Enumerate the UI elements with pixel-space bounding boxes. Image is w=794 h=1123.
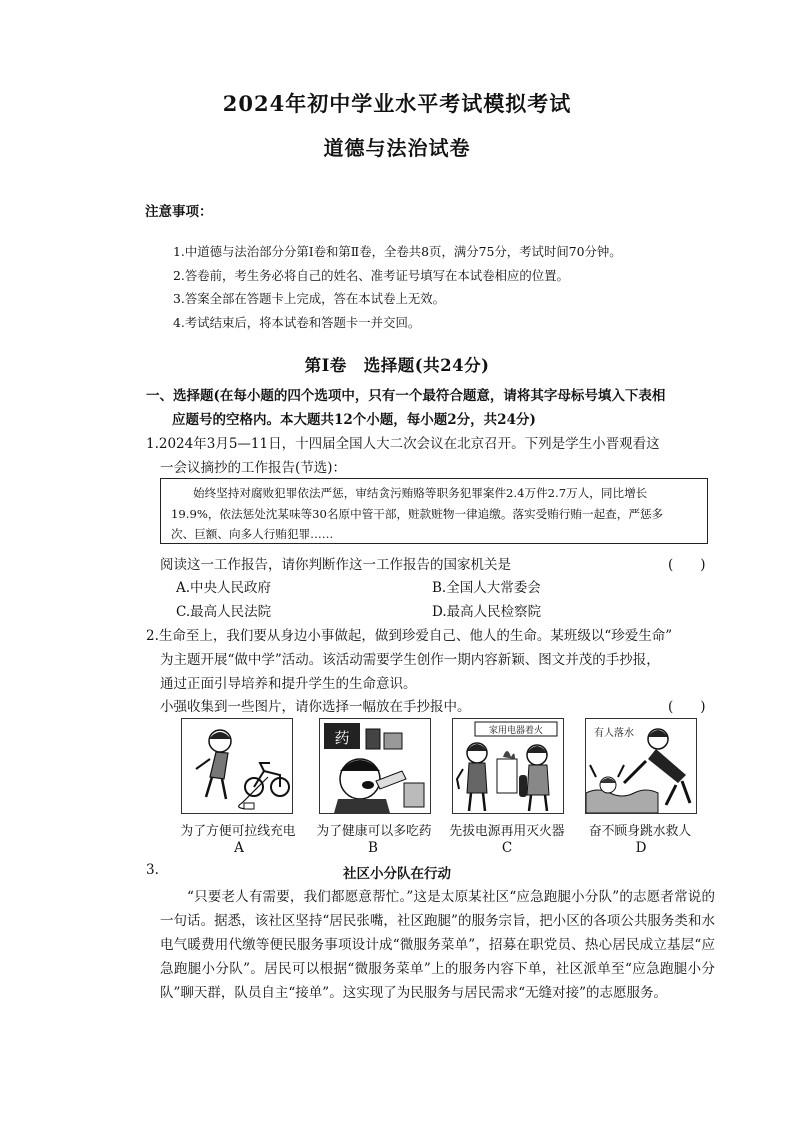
notice-heading: 注意事项：	[145, 204, 213, 220]
picture-c[interactable]	[452, 718, 564, 814]
q1-answer-paren: ( )	[668, 557, 706, 573]
q1-excerpt-box	[160, 478, 708, 544]
notice-list	[173, 240, 622, 334]
notice-item: 4.考试结束后，将本试卷和答题卡一并交回。	[173, 314, 421, 330]
q2-stem-line2: 为主题开展“做中学”活动。该活动需要学生创作一期内容新颖、图文并茂的手抄报，	[160, 652, 660, 668]
picture-b-letter: B	[368, 840, 378, 856]
notice-item: 2.答卷前，考生务必将自己的姓名、准考证号填写在本试卷相应的位置。	[173, 267, 569, 283]
q1-stem-line2: 一会议摘抄的工作报告(节选)：	[160, 460, 347, 476]
exam-subtitle: 道德与法治试卷	[323, 136, 471, 160]
picture-c-sign: 家用电器着火	[488, 726, 544, 736]
q2-answer-paren: ( )	[668, 699, 706, 715]
section-title: 第Ⅰ卷 选择题(共24分)	[304, 356, 490, 375]
q1-option-b: B.全国人大常委会	[432, 580, 541, 596]
q3-number: 3.	[146, 862, 159, 878]
picture-d[interactable]	[585, 718, 697, 814]
q1-excerpt-line: 19.9%，依法惩处沈某味等30名原中管干部，赃款赃物一律追缴。落实受贿行贿一起查，严惩多	[171, 506, 664, 521]
q2-question: 小强收集到一些图片，请你选择一幅放在手抄报中。	[160, 699, 471, 715]
q2-stem-line3: 通过正面引导培养和提升学生的生命意识。	[160, 676, 417, 692]
q3-paragraph: “只要老人有需要，我们都愿意帮忙。”这是太原某社区“应急跑腿小分队”的志愿者常说的一句话。据悉，该社区坚持“居民张嘴，社区跑腿”的服务宗旨，把小区的各项公共服务类和水电气暖费用代缴等便民服务事项设计成“微服务菜单”，招募在职党员、热心居民成立基层“应急跑腿小分队”。居民可以根据“微服务菜单”上的服务内容下单，社区派单至“应急跑腿小分队”聊天群，队员自主“接单”。这实现了为民服务与居民需求“无缝对接”的志愿服务。	[160, 889, 715, 1001]
picture-a-letter: A	[234, 840, 244, 856]
exam-title: 2024年初中学业水平考试模拟考试	[222, 91, 572, 116]
section-instruction-line2: 应题号的空格内。本大题共12个小题，每小题2分，共24分)	[172, 412, 536, 428]
q2-stem-line1: 2.生命至上，我们要从身边小事做起，做到珍爱自己、他人的生命。某班级以“珍爱生命”	[146, 628, 673, 644]
picture-c-caption: 先拔电源再用灭火器	[449, 824, 565, 839]
q3-paragraph-block	[160, 885, 715, 1005]
picture-b-caption: 为了健康可以多吃药	[316, 824, 432, 839]
notice-item: 1.中道德与法治部分分第Ⅰ卷和第Ⅱ卷，全卷共8页，满分75分，考试时间70分钟。	[173, 244, 622, 259]
q1-excerpt-line: 次、巨额、向多人行贿犯罪……	[171, 527, 334, 541]
picture-a-caption: 为了方便可拉线充电	[180, 824, 296, 839]
q1-excerpt-line: 始终坚持对腐败犯罪依法严惩，审结贪污贿赂等职务犯罪案件2.4万件2.7万人，同比增长	[193, 486, 648, 500]
picture-d-caption: 奋不顾身跳水救人	[588, 824, 692, 839]
q1-question: 阅读这一工作报告，请你判断作这一工作报告的国家机关是	[160, 557, 511, 573]
q1-stem-line1: 1.2024年3月5—11日，十四届全国人大二次会议在北京召开。下列是学生小晋观看这	[146, 436, 660, 452]
picture-d-letter: D	[635, 840, 647, 856]
picture-a[interactable]	[181, 718, 293, 814]
q1-option-c: C.最高人民法院	[176, 604, 272, 620]
picture-c-drawing	[453, 719, 563, 813]
q3-heading: 社区小分队在行动	[343, 866, 451, 882]
q1-option-a: A.中央人民政府	[176, 580, 272, 596]
picture-b-drawing	[320, 719, 430, 813]
q1-option-d: D.最高人民检察院	[432, 604, 542, 620]
picture-a-drawing	[182, 719, 292, 813]
picture-b-sign: 药	[334, 729, 350, 747]
picture-d-sign: 有人落水	[594, 728, 634, 739]
picture-c-letter: C	[501, 840, 513, 856]
notice-item: 3.答案全部在答题卡上完成，答在本试卷上无效。	[173, 291, 446, 306]
section-instruction-line1: 一、选择题(在每小题的四个选项中，只有一个最符合题意，请将其字母标号填入下表相	[146, 388, 666, 404]
picture-d-drawing	[586, 719, 696, 813]
picture-b[interactable]	[319, 718, 431, 814]
